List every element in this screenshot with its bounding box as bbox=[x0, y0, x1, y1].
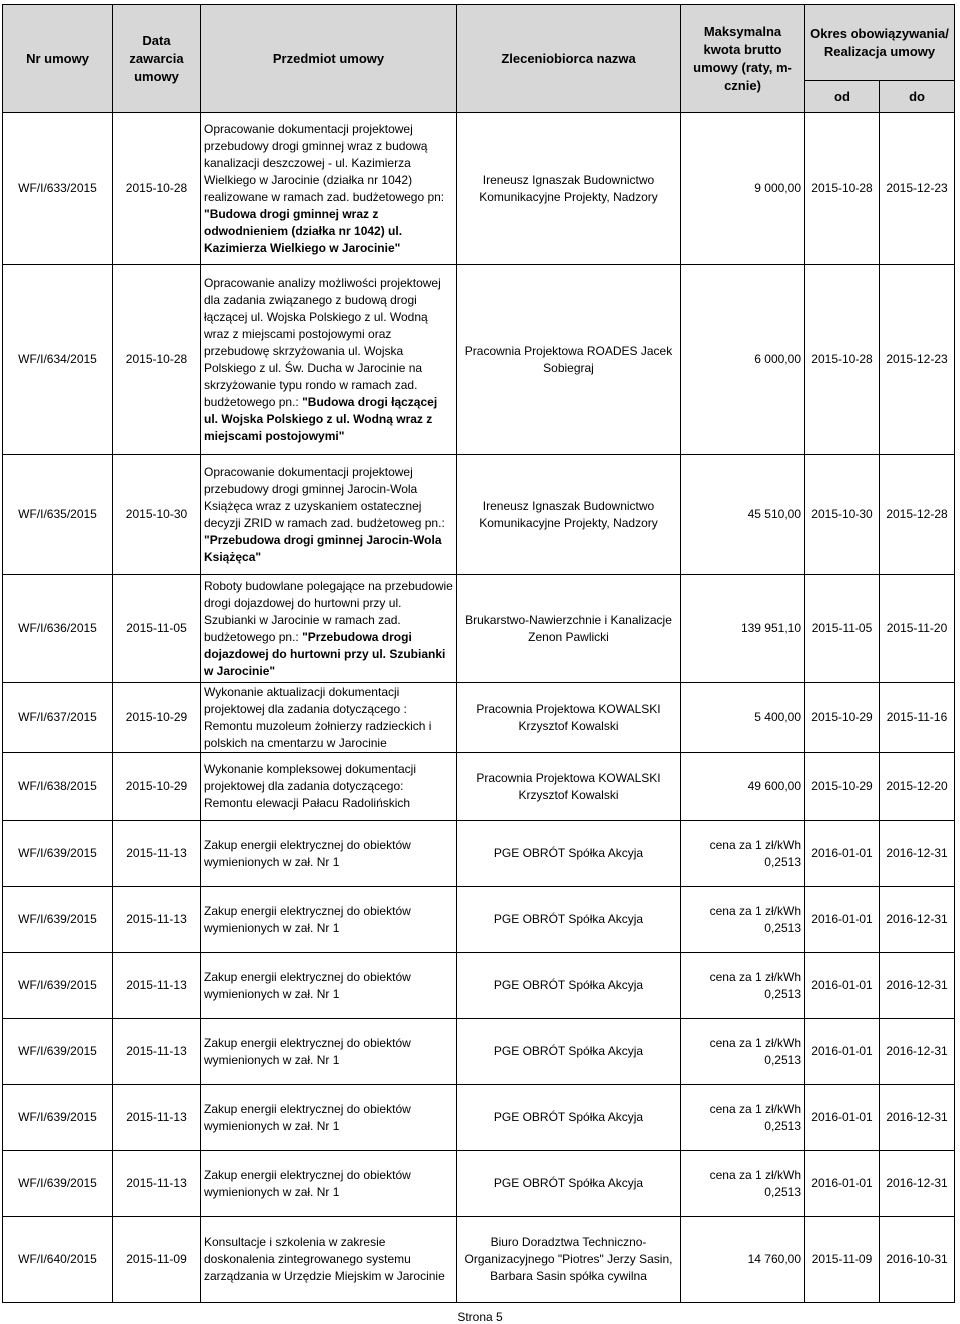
header-date: Data zawarcia umowy bbox=[113, 5, 201, 113]
header-nr: Nr umowy bbox=[3, 5, 113, 113]
period-to: 2015-12-28 bbox=[880, 455, 955, 575]
contract-subject bbox=[201, 753, 457, 821]
contract-subject bbox=[201, 455, 457, 575]
contractor-name: PGE OBRÓT Spółka Akcyja bbox=[457, 821, 681, 887]
subject-text: Opracowanie analizy możliwości projektowej dla zadania związanego z budową drogi łączącej ul. Wojska Polskiego z ul. Wodną wraz z miejscami postojowymi oraz przebudowę skrzyżowania ul. Wojska Polskiego z ul. Św. Ducha w Jarocinie na skrzyżowanie typu rondo w ramach zad. budżetowego pn.: bbox=[204, 275, 441, 409]
table-row bbox=[3, 113, 955, 265]
header-from: od bbox=[805, 81, 880, 113]
period-from: 2015-10-29 bbox=[805, 753, 880, 821]
contract-amount: 45 510,00 bbox=[681, 455, 805, 575]
page-number: Strona 5 bbox=[457, 1310, 503, 1324]
header-period: Okres obowiązywania/ Realizacja umowy bbox=[805, 5, 955, 81]
table-row bbox=[3, 1217, 955, 1303]
contract-number: WF/I/640/2015 bbox=[3, 1217, 113, 1303]
table-row bbox=[3, 821, 955, 887]
contract-date: 2015-11-13 bbox=[113, 953, 201, 1019]
contract-subject bbox=[201, 1151, 457, 1217]
contract-date: 2015-11-13 bbox=[113, 1151, 201, 1217]
header-amount: Maksymalna kwota brutto umowy (raty, m-cznie) bbox=[681, 5, 805, 113]
period-from: 2015-10-28 bbox=[805, 265, 880, 455]
header-contractor: Zleceniobiorca nazwa bbox=[457, 5, 681, 113]
contract-date: 2015-10-28 bbox=[113, 113, 201, 265]
contract-subject bbox=[201, 683, 457, 753]
contract-amount: cena za 1 zł/kWh 0,2513 bbox=[681, 887, 805, 953]
period-from: 2015-11-09 bbox=[805, 1217, 880, 1303]
period-from: 2015-10-30 bbox=[805, 455, 880, 575]
contract-subject bbox=[201, 265, 457, 455]
period-to: 2016-12-31 bbox=[880, 821, 955, 887]
period-to: 2015-11-20 bbox=[880, 575, 955, 683]
contract-amount: 14 760,00 bbox=[681, 1217, 805, 1303]
contractor-name: Brukarstwo-Nawierzchnie i Kanalizacje Zenon Pawlicki bbox=[457, 575, 681, 683]
period-to: 2015-12-23 bbox=[880, 113, 955, 265]
table-row bbox=[3, 575, 955, 683]
contract-number: WF/I/637/2015 bbox=[3, 683, 113, 753]
subject-text: Konsultacje i szkolenia w zakresie doskonalenia zintegrowanego systemu zarządzania w Urzędzie Miejskim w Jarocinie bbox=[204, 1235, 445, 1283]
contract-amount: 49 600,00 bbox=[681, 753, 805, 821]
contract-date: 2015-10-30 bbox=[113, 455, 201, 575]
subject-text: Zakup energii elektrycznej do obiektów wymienionych w zał. Nr 1 bbox=[204, 1167, 411, 1199]
contract-date: 2015-11-05 bbox=[113, 575, 201, 683]
period-to: 2016-12-31 bbox=[880, 887, 955, 953]
contractor-name: PGE OBRÓT Spółka Akcyja bbox=[457, 1085, 681, 1151]
contract-amount: cena za 1 zł/kWh 0,2513 bbox=[681, 953, 805, 1019]
subject-title: "Budowa drogi łączącej ul. Wojska Polskiego z ul. Wodną wraz z miejscami postojowymi" bbox=[204, 394, 438, 443]
contractor-name: PGE OBRÓT Spółka Akcyja bbox=[457, 887, 681, 953]
contract-amount: 9 000,00 bbox=[681, 113, 805, 265]
contract-number: WF/I/639/2015 bbox=[3, 821, 113, 887]
subject-text: Zakup energii elektrycznej do obiektów wymienionych w zał. Nr 1 bbox=[204, 903, 411, 935]
period-from: 2016-01-01 bbox=[805, 1019, 880, 1085]
period-from: 2016-01-01 bbox=[805, 887, 880, 953]
contract-date: 2015-11-09 bbox=[113, 1217, 201, 1303]
subject-title: "Przebudowa drogi gminnej Jarocin-Wola Książęca" bbox=[204, 532, 442, 564]
header-to: do bbox=[880, 81, 955, 113]
contractor-name: PGE OBRÓT Spółka Akcyja bbox=[457, 1019, 681, 1085]
contractor-name: Pracownia Projektowa KOWALSKI Krzysztof Kowalski bbox=[457, 683, 681, 753]
table-row bbox=[3, 265, 955, 455]
period-to: 2015-11-16 bbox=[880, 683, 955, 753]
contractor-name: PGE OBRÓT Spółka Akcyja bbox=[457, 953, 681, 1019]
period-to: 2016-10-31 bbox=[880, 1217, 955, 1303]
period-from: 2015-10-28 bbox=[805, 113, 880, 265]
contract-number: WF/I/639/2015 bbox=[3, 953, 113, 1019]
contract-date: 2015-11-13 bbox=[113, 1019, 201, 1085]
contract-date: 2015-11-13 bbox=[113, 1085, 201, 1151]
contract-date: 2015-10-29 bbox=[113, 683, 201, 753]
table-row bbox=[3, 1085, 955, 1151]
contract-number: WF/I/639/2015 bbox=[3, 1085, 113, 1151]
subject-text: Zakup energii elektrycznej do obiektów wymienionych w zał. Nr 1 bbox=[204, 1035, 411, 1067]
contract-number: WF/I/635/2015 bbox=[3, 455, 113, 575]
subject-text: Zakup energii elektrycznej do obiektów wymienionych w zał. Nr 1 bbox=[204, 1101, 411, 1133]
table-row bbox=[3, 1019, 955, 1085]
period-to: 2015-12-20 bbox=[880, 753, 955, 821]
subject-text: Wykonanie aktualizacji dokumentacji projektowej dla zadania dotyczącego : Remontu muzoleum żołnierzy radzieckich i polskich na cmentarzu w Jarocinie bbox=[204, 684, 432, 750]
subject-text: Wykonanie kompleksowej dokumentacji projektowej dla zadania dotyczącego: Remontu elewacji Pałacu Radolińskich bbox=[204, 762, 416, 810]
contract-date: 2015-11-13 bbox=[113, 887, 201, 953]
contract-number: WF/I/639/2015 bbox=[3, 1019, 113, 1085]
contract-subject bbox=[201, 887, 457, 953]
period-from: 2016-01-01 bbox=[805, 821, 880, 887]
period-from: 2016-01-01 bbox=[805, 1085, 880, 1151]
table-row bbox=[3, 887, 955, 953]
period-from: 2015-11-05 bbox=[805, 575, 880, 683]
contract-date: 2015-11-13 bbox=[113, 821, 201, 887]
contract-subject bbox=[201, 1217, 457, 1303]
period-to: 2016-12-31 bbox=[880, 1019, 955, 1085]
subject-text: Opracowanie dokumentacji projektowej przebudowy drogi gminnej Jarocin-Wola Książęca wraz z uzyskaniem ostatecznej decyzji ZRID w ramach zad. budżetoweg pn.: bbox=[204, 464, 445, 530]
contract-subject bbox=[201, 1085, 457, 1151]
contract-subject bbox=[201, 575, 457, 683]
contract-number: WF/I/639/2015 bbox=[3, 887, 113, 953]
contract-number: WF/I/633/2015 bbox=[3, 113, 113, 265]
contract-date: 2015-10-28 bbox=[113, 265, 201, 455]
contractor-name: PGE OBRÓT Spółka Akcyja bbox=[457, 1151, 681, 1217]
period-to: 2016-12-31 bbox=[880, 1085, 955, 1151]
contractor-name: Pracownia Projektowa KOWALSKI Krzysztof Kowalski bbox=[457, 753, 681, 821]
table-row bbox=[3, 753, 955, 821]
subject-text: Opracowanie dokumentacji projektowej przebudowy drogi gminnej wraz z budową kanalizacji deszczowej - ul. Kazimierza Wielkiego w Jarocinie (działka nr 1042) realizowane w ramach zad. budżetowego pn: bbox=[204, 121, 445, 204]
period-to: 2016-12-31 bbox=[880, 953, 955, 1019]
contract-number: WF/I/636/2015 bbox=[3, 575, 113, 683]
contract-number: WF/I/634/2015 bbox=[3, 265, 113, 455]
contract-subject bbox=[201, 113, 457, 265]
contract-amount: cena za 1 zł/kWh 0,2513 bbox=[681, 1019, 805, 1085]
contract-number: WF/I/638/2015 bbox=[3, 753, 113, 821]
period-to: 2015-12-23 bbox=[880, 265, 955, 455]
contract-amount: cena za 1 zł/kWh 0,2513 bbox=[681, 821, 805, 887]
table-row bbox=[3, 1151, 955, 1217]
contract-amount: 6 000,00 bbox=[681, 265, 805, 455]
subject-text: Zakup energii elektrycznej do obiektów wymienionych w zał. Nr 1 bbox=[204, 837, 411, 869]
contract-amount: 139 951,10 bbox=[681, 575, 805, 683]
period-from: 2015-10-29 bbox=[805, 683, 880, 753]
period-from: 2016-01-01 bbox=[805, 1151, 880, 1217]
contractor-name: Ireneusz Ignaszak Budownictwo Komunikacyjne Projekty, Nadzory bbox=[457, 455, 681, 575]
subject-text: Zakup energii elektrycznej do obiektów wymienionych w zał. Nr 1 bbox=[204, 969, 411, 1001]
contract-number: WF/I/639/2015 bbox=[3, 1151, 113, 1217]
contract-subject bbox=[201, 1019, 457, 1085]
table-row bbox=[3, 683, 955, 753]
period-from: 2016-01-01 bbox=[805, 953, 880, 1019]
contract-date: 2015-10-29 bbox=[113, 753, 201, 821]
contract-subject bbox=[201, 821, 457, 887]
contractor-name: Ireneusz Ignaszak Budownictwo Komunikacyjne Projekty, Nadzory bbox=[457, 113, 681, 265]
contract-amount: cena za 1 zł/kWh 0,2513 bbox=[681, 1085, 805, 1151]
contractor-name: Biuro Doradztwa Techniczno-Organizacyjnego "Piotres" Jerzy Sasin, Barbara Sasin spółka cywilna bbox=[457, 1217, 681, 1303]
subject-title: "Przebudowa drogi dojazdowej do hurtowni przy ul. Szubianki w Jarocinie" bbox=[204, 629, 446, 678]
period-to: 2016-12-31 bbox=[880, 1151, 955, 1217]
contract-amount: 5 400,00 bbox=[681, 683, 805, 753]
contracts-table bbox=[2, 4, 955, 1303]
subject-title: "Budowa drogi gminnej wraz z odwodnieniem (działka nr 1042) ul. Kazimierza Wielkiego w Jarocinie" bbox=[204, 206, 403, 255]
contractor-name: Pracownia Projektowa ROADES Jacek Sobiegraj bbox=[457, 265, 681, 455]
table-row bbox=[3, 455, 955, 575]
table-row bbox=[3, 953, 955, 1019]
contract-subject bbox=[201, 953, 457, 1019]
subject-text: Roboty budowlane polegające na przebudowie drogi dojazdowej do hurtowni przy ul. Szubianki w Jarocinie w ramach zad. budżetowego pn.: bbox=[204, 578, 453, 644]
header-subject: Przedmiot umowy bbox=[201, 5, 457, 113]
contract-amount: cena za 1 zł/kWh 0,2513 bbox=[681, 1151, 805, 1217]
